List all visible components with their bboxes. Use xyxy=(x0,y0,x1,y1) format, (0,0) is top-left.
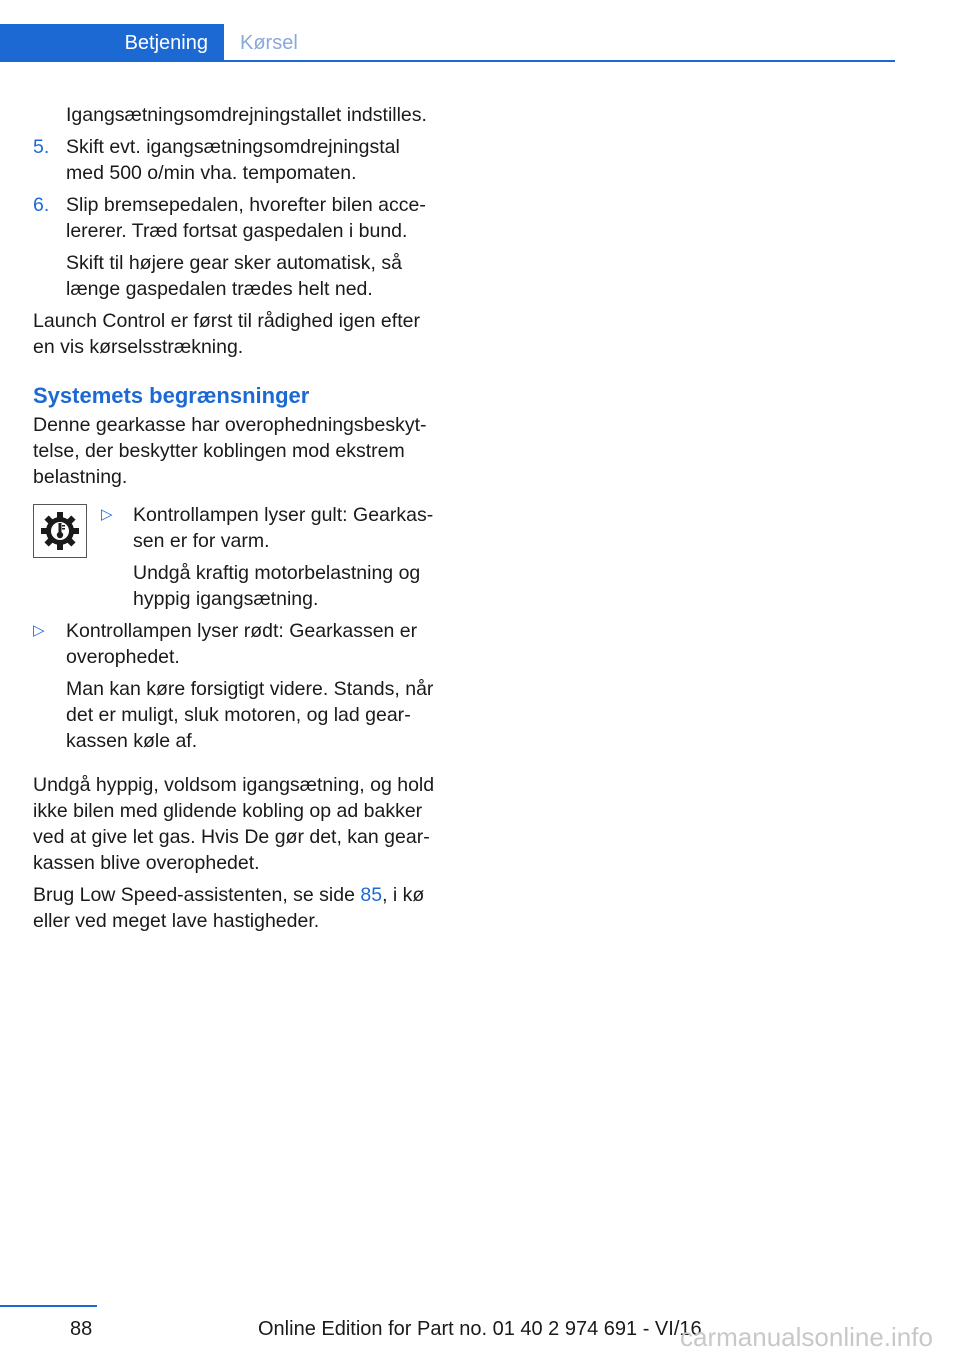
triangle-right-icon: ▷ xyxy=(33,622,45,639)
section-heading: Systemets begrænsninger xyxy=(33,383,310,408)
low-speed-paragraph xyxy=(33,882,443,934)
watermark: carmanualsonline.info xyxy=(680,1322,933,1352)
low-speed-text-pre: Brug Low Speed-assistenten, se side xyxy=(33,884,361,906)
launch-note: Launch Control er først til rådighed igen efter en vis kørselsstrækning. xyxy=(33,310,420,358)
triangle-right-icon: ▷ xyxy=(101,506,113,523)
footer-rule xyxy=(0,1305,97,1307)
intro-text: Igangsætningsomdrejningstallet indstilles. xyxy=(66,104,427,126)
bullet-text: Kontrollampen lyser rødt: Gearkassen er overophedet. xyxy=(66,620,418,668)
step-number: 5. xyxy=(33,136,50,158)
low-speed-text-post: , i kø eller ved meget lave hastigheder. xyxy=(33,884,425,932)
edition-text: Online Edition for Part no. 01 40 2 974 691 - VI/16 xyxy=(258,1318,702,1340)
page-number: 88 xyxy=(70,1318,93,1340)
tab-betjening[interactable]: Betjening xyxy=(0,24,224,62)
bullet-red xyxy=(33,618,443,670)
bullet-yellow-note: Undgå kraftig motorbelastning og hyppig igangsætning. xyxy=(133,562,421,610)
warning-paragraph: Undgå hyppig, voldsom igangsætning, og hold ikke bilen med glidende kobling op ad bakker ved at give let gas. Hvis De gør det, kan gearkassen blive overophedet. xyxy=(33,774,435,874)
page-link-85[interactable]: 85 xyxy=(360,884,383,906)
header-rule xyxy=(0,60,895,62)
bullet-yellow xyxy=(101,502,443,554)
tab-korsel[interactable]: Kørsel xyxy=(240,31,298,54)
bullet-text: Kontrollampen lyser gult: Gearkassen er for varm. xyxy=(133,504,434,552)
limit-intro: Denne gearkasse har overophedningsbeskyttelse, der beskytter koblingen mod ekstrem belastning. xyxy=(33,414,427,488)
step-5 xyxy=(33,134,443,186)
bullet-red-note: Man kan køre forsigtigt videre. Stands, når det er muligt, sluk motoren, og lad gearkassen køle af. xyxy=(66,678,434,752)
header-tabbar xyxy=(0,24,895,62)
indicator-row xyxy=(33,502,443,618)
step-text: Slip bremsepedalen, hvorefter bilen accelererer. Træd fortsat gaspedalen i bund. xyxy=(66,194,426,242)
indicator-texts xyxy=(101,502,443,618)
step-6-note: Skift til højere gear sker automatisk, så længe gaspedalen trædes helt ned. xyxy=(66,252,402,300)
step-number: 6. xyxy=(33,194,50,216)
gearbox-temperature-icon xyxy=(33,504,87,558)
main-column xyxy=(33,102,443,940)
step-6 xyxy=(33,192,443,244)
step-text: Skift evt. igangsætningsomdrejningstal med 500 o/min vha. tempomaten. xyxy=(66,136,400,184)
